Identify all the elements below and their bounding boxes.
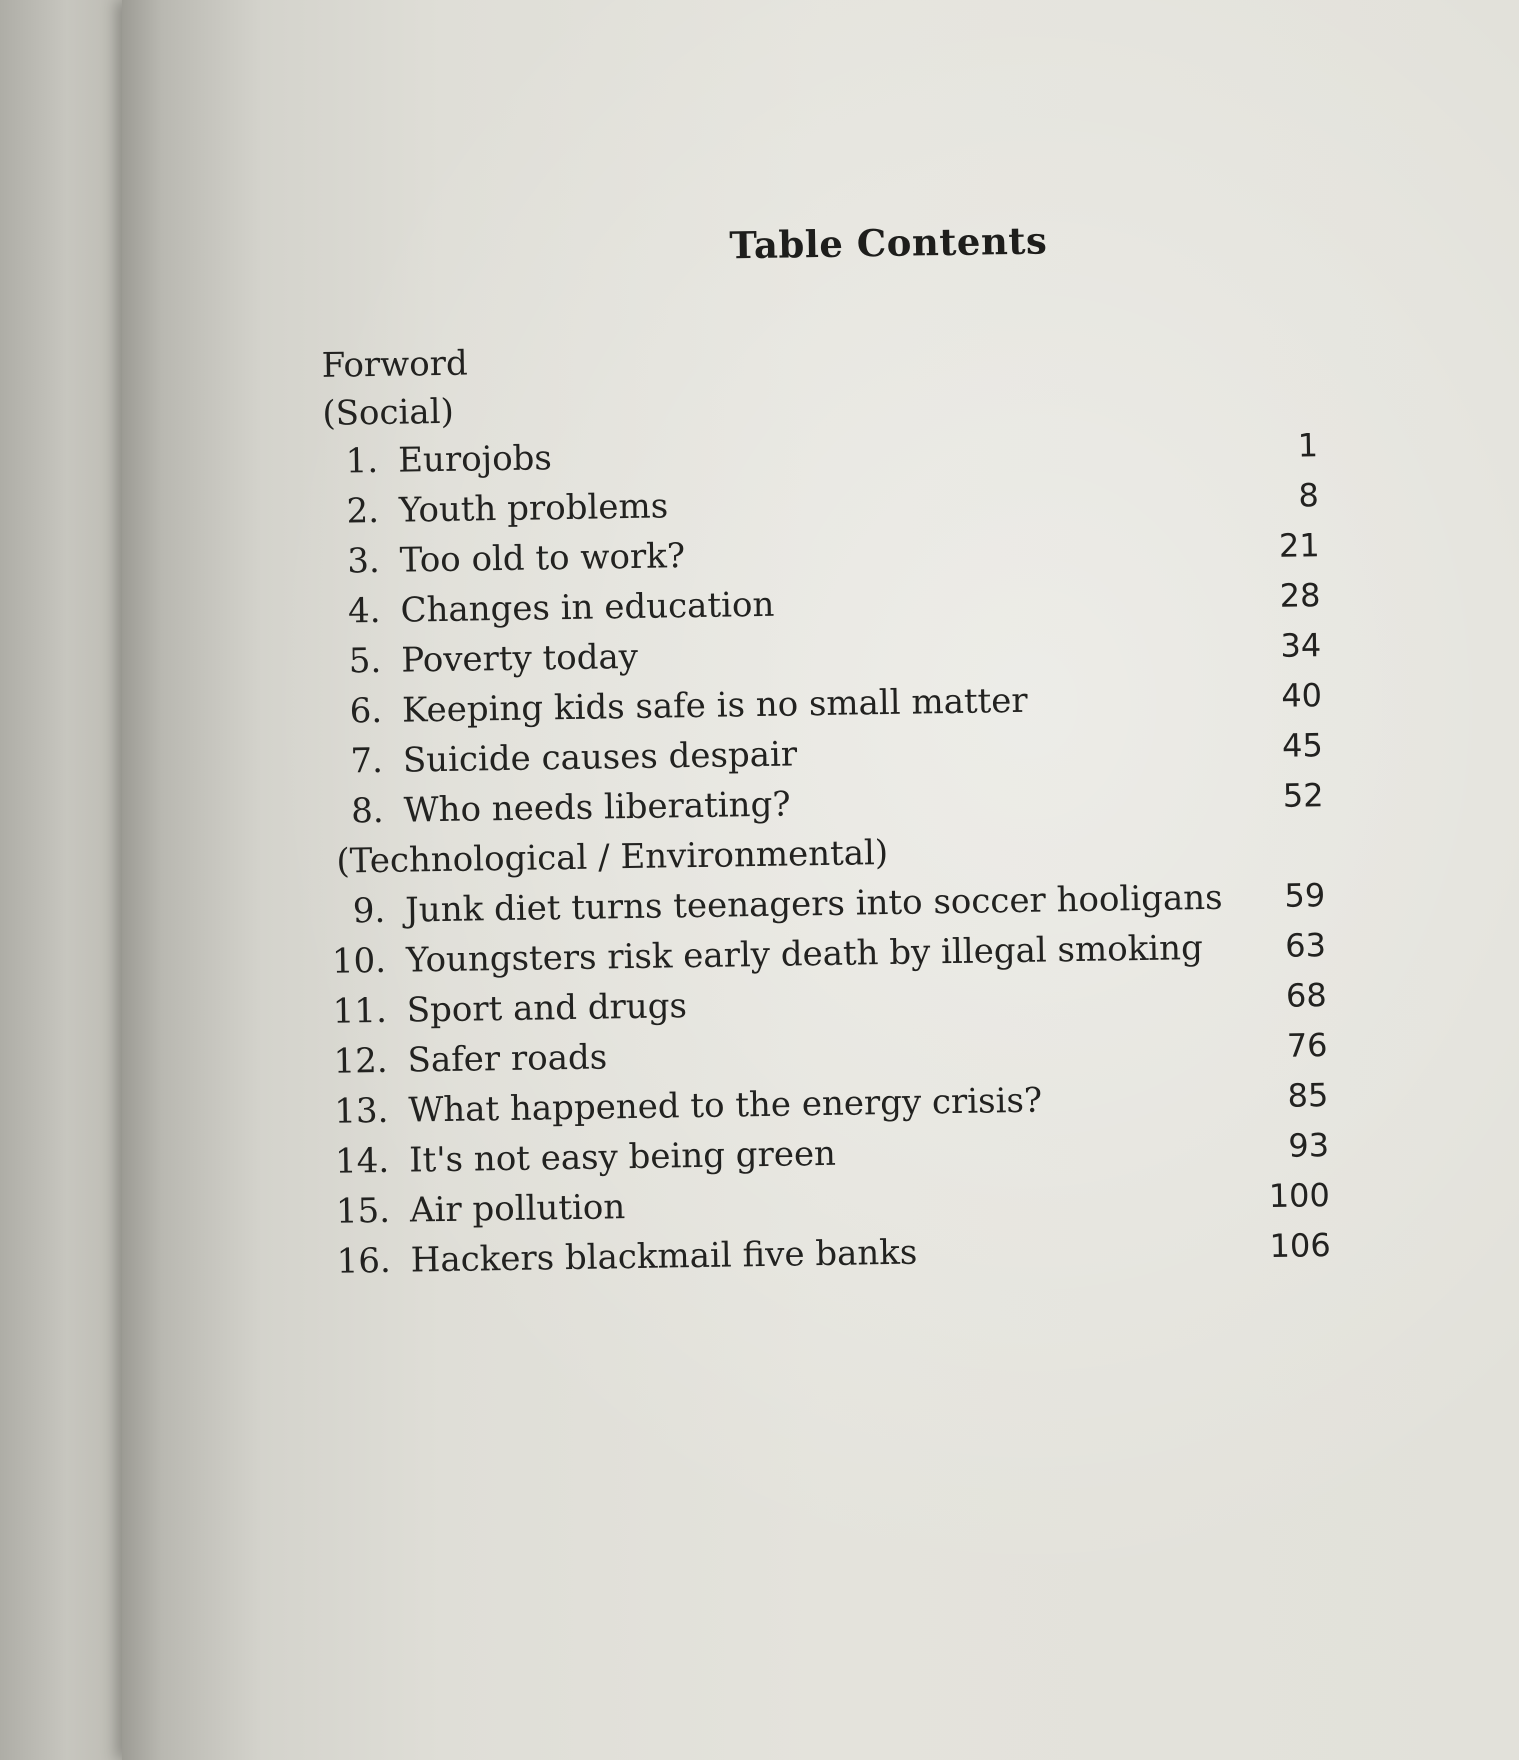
- book-page: [122, 0, 1519, 1760]
- entry-title: Changes in education: [400, 584, 775, 631]
- entry-title: Youth problems: [398, 486, 669, 531]
- entry-page: 85: [1287, 1076, 1329, 1115]
- entry-page: 52: [1282, 776, 1324, 815]
- entry-number: 1.: [345, 440, 379, 482]
- entry-page: 8: [1298, 476, 1320, 515]
- entry-page: 76: [1286, 1026, 1328, 1065]
- entry-number: 11.: [332, 990, 388, 1032]
- entry-number: 12.: [333, 1040, 388, 1082]
- entry-page: 93: [1288, 1126, 1330, 1165]
- entry-number: 6.: [349, 690, 383, 732]
- entry-number: 3.: [346, 540, 381, 582]
- entry-title: Youngsters risk early death by illegal smoking: [405, 928, 1204, 981]
- entry-page: 1: [1297, 426, 1319, 465]
- entry-title: It's not easy being green: [408, 1133, 837, 1181]
- entry-title: Too old to work?: [399, 536, 686, 581]
- entry-number: 8.: [350, 790, 385, 832]
- entry-number: 16.: [336, 1240, 392, 1282]
- foreword-line: Forword: [321, 343, 469, 386]
- entry-page: 100: [1268, 1176, 1331, 1216]
- entry-page: 34: [1280, 626, 1322, 665]
- entry-page: 63: [1284, 926, 1327, 965]
- entry-number: 4.: [347, 590, 381, 632]
- entry-title: Suicide causes despair: [402, 734, 798, 781]
- entry-page: 59: [1284, 876, 1326, 915]
- entry-page: 106: [1269, 1226, 1331, 1266]
- entry-number: 2.: [346, 490, 380, 532]
- entry-title: Air pollution: [409, 1187, 626, 1231]
- entry-number: 13.: [334, 1090, 389, 1132]
- entry-title: Hackers blackmail five banks: [410, 1232, 918, 1281]
- entry-title: Safer roads: [407, 1037, 608, 1081]
- entry-number: 10.: [331, 940, 387, 982]
- entry-number: 9.: [352, 890, 386, 932]
- entry-page: 68: [1285, 976, 1327, 1015]
- entry-title: Sport and drugs: [406, 986, 688, 1031]
- entry-title: Keeping kids safe is no small matter: [401, 680, 1028, 731]
- page-title: Table Contents: [729, 218, 1048, 268]
- entry-number: 14.: [334, 1140, 390, 1182]
- entry-title: What happened to the energy crisis?: [408, 1080, 1043, 1131]
- entry-title: Junk diet turns teenagers into soccer hooligans: [404, 877, 1223, 931]
- entry-page: 40: [1280, 676, 1323, 715]
- entry-number: 15.: [335, 1190, 391, 1232]
- entry-page: 28: [1279, 576, 1321, 615]
- entry-page: 45: [1281, 726, 1324, 765]
- toc-content: [111, 0, 1519, 1760]
- entry-title: Poverty today: [401, 636, 639, 681]
- section-heading-social: (Social): [322, 391, 455, 434]
- previous-page-edge: [0, 0, 122, 1760]
- entry-number: 5.: [348, 640, 382, 682]
- entry-number: 7.: [350, 740, 384, 782]
- section-heading-technological: (Technological / Environmental): [336, 832, 889, 882]
- entry-title: Eurojobs: [397, 438, 553, 481]
- entry-page: 21: [1278, 526, 1320, 565]
- entry-title: Who needs liberating?: [403, 784, 791, 831]
